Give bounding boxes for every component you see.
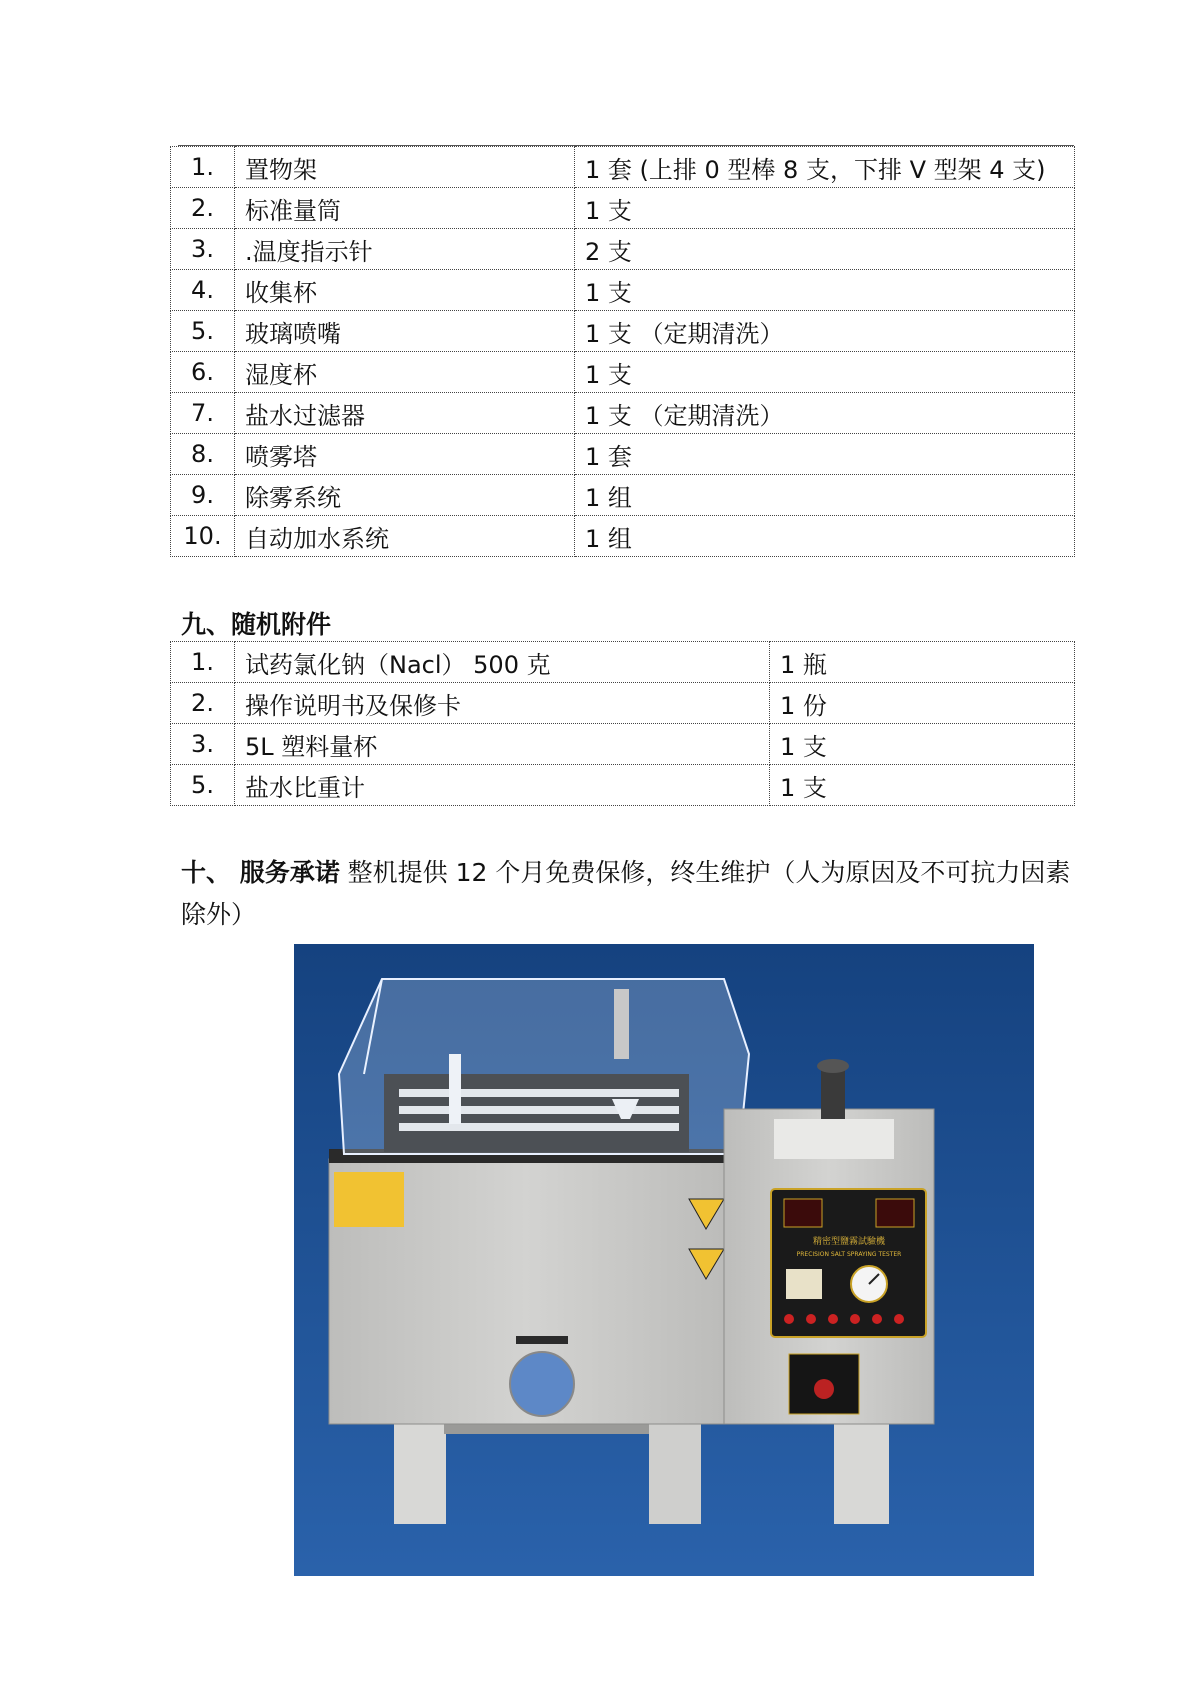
cell-qty: 1 支: [575, 352, 1075, 393]
valve-cap: [817, 1059, 849, 1073]
cell-num: 3.: [171, 229, 235, 270]
table-row: [171, 765, 1075, 806]
cell-qty: 1 支 （定期清洗）: [575, 393, 1075, 434]
cell-num: 3.: [171, 724, 235, 765]
cell-num: 7.: [171, 393, 235, 434]
chamber-port: [510, 1352, 574, 1416]
cell-name: 自动加水系统: [235, 516, 575, 557]
cell-num: 1.: [171, 642, 235, 683]
cell-qty: 1 支: [770, 724, 1075, 765]
cell-num: 5.: [171, 765, 235, 806]
accessories-heading: 九、随机附件: [181, 610, 332, 639]
service-text: 整机提供 12 个月免费保修，终生维护（人为原因及不可抗力因素除外）: [181, 858, 1071, 929]
indicator-light: [894, 1314, 904, 1324]
table-row: [171, 188, 1075, 229]
table-row: [171, 270, 1075, 311]
cell-qty: 1 瓶: [770, 642, 1075, 683]
cell-name: 收集杯: [235, 270, 575, 311]
warning-label: [334, 1172, 404, 1227]
cell-num: 6.: [171, 352, 235, 393]
cell-name: 标准量筒: [235, 188, 575, 229]
table-row: [171, 352, 1075, 393]
cell-qty: 2 支: [575, 229, 1075, 270]
table-row: [171, 434, 1075, 475]
service-heading: 十、 服务承诺: [181, 858, 340, 887]
cell-num: 9.: [171, 475, 235, 516]
cell-name: 5L 塑料量杯: [235, 724, 770, 765]
cell-name: 喷雾塔: [235, 434, 575, 475]
accessories-table: [170, 641, 1075, 806]
cell-qty: 1 支 （定期清洗）: [575, 311, 1075, 352]
cell-name: 玻璃喷嘴: [235, 311, 575, 352]
cell-qty: 1 支: [575, 270, 1075, 311]
power-knob: [814, 1379, 834, 1399]
salt-spray-tester-photo: [294, 944, 1034, 1576]
temperature-controller: [876, 1199, 914, 1227]
machine-illustration: [294, 944, 1034, 1576]
cell-num: 1.: [171, 147, 235, 188]
cell-qty: 1 组: [575, 516, 1075, 557]
table-row: [171, 393, 1075, 434]
panel-title: 精密型鹽霧試驗機: [812, 1237, 886, 1247]
cell-num: 2.: [171, 188, 235, 229]
cell-qty: 1 份: [770, 683, 1075, 724]
table-row: [171, 311, 1075, 352]
table-row: [171, 642, 1075, 683]
indicator-light: [828, 1314, 838, 1324]
cell-qty: 1 组: [575, 475, 1075, 516]
cell-num: 5.: [171, 311, 235, 352]
table-row: [171, 147, 1075, 188]
panel-subtitle: PRECISION SALT SPRAYING TESTER: [796, 1251, 902, 1258]
cell-name: 盐水比重计: [235, 765, 770, 806]
cell-name: 置物架: [235, 147, 575, 188]
machine-leg: [394, 1414, 446, 1524]
machine-leg: [649, 1414, 701, 1524]
cell-name: .温度指示针: [235, 229, 575, 270]
cell-name: 试药氯化钠（Nacl） 500 克: [235, 642, 770, 683]
indicator-light: [784, 1314, 794, 1324]
indicator-light: [850, 1314, 860, 1324]
cell-num: 4.: [171, 270, 235, 311]
cell-name: 操作说明书及保修卡: [235, 683, 770, 724]
cell-num: 8.: [171, 434, 235, 475]
table-row: [171, 516, 1075, 557]
table-row: [171, 724, 1075, 765]
cell-qty: 1 支: [575, 188, 1075, 229]
cell-qty: 1 套 (上排 0 型棒 8 支，下排 V 型架 4 支): [575, 147, 1075, 188]
cell-name: 除雾系统: [235, 475, 575, 516]
cabinet-top-cover: [774, 1119, 894, 1159]
cell-num: 10.: [171, 516, 235, 557]
indicator-light: [872, 1314, 882, 1324]
cell-name: 湿度杯: [235, 352, 575, 393]
cell-qty: 1 支: [770, 765, 1075, 806]
table-row: [171, 683, 1075, 724]
temperature-controller: [784, 1199, 822, 1227]
cell-qty: 1 套: [575, 434, 1075, 475]
service-commitment: [181, 852, 1081, 936]
nameplate: [516, 1336, 568, 1344]
parts-table: [170, 146, 1075, 557]
table-row: [171, 229, 1075, 270]
cell-name: 盐水过滤器: [235, 393, 575, 434]
lid-support: [614, 989, 629, 1059]
transparent-lid: [339, 979, 749, 1154]
machine-leg: [834, 1414, 889, 1524]
cell-num: 2.: [171, 683, 235, 724]
table-row: [171, 475, 1075, 516]
indicator-light: [806, 1314, 816, 1324]
timer-display: [786, 1269, 822, 1299]
